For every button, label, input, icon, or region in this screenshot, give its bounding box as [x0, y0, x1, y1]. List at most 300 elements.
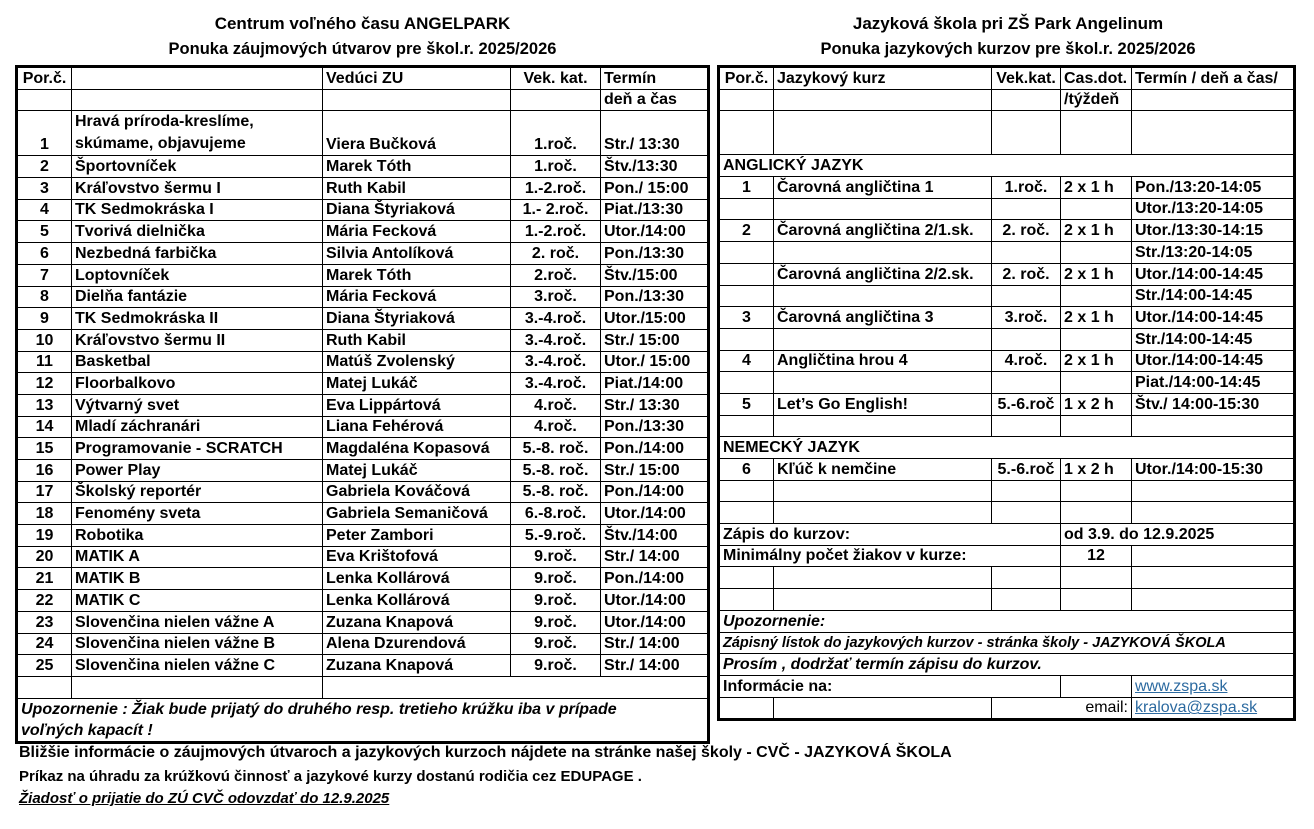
hours-per-week: 2 x 1 h	[1061, 177, 1132, 199]
activities-table	[15, 65, 710, 744]
table-row: 1 Hravá príroda-kreslíme, skúmame, objavujeme Viera Bučková 1.roč. Str./ 13:30	[17, 111, 709, 156]
course-name	[774, 285, 992, 307]
activity-name: Tvorivá dielnička	[72, 221, 323, 243]
course-name	[774, 198, 992, 220]
row-number: 25	[17, 655, 72, 677]
term: Str./13:20-14:05	[1132, 242, 1295, 264]
english-section-heading: ANGLICKÝ JAZYK	[719, 155, 1295, 177]
hours-per-week	[1061, 198, 1132, 220]
row-number: 3	[17, 178, 72, 200]
row-number: 16	[17, 460, 72, 482]
footer-info: Bližšie informácie o záujmových útvaroch a jazykových kurzoch nájdete na stránke našej školy - CVČ - JAZYKOVÁ ŠKOLA	[19, 744, 952, 761]
notice-line-1: Upozornenie : Žiak bude prijatý do druhého resp. tretieho krúžku iba v prípade	[21, 700, 617, 718]
notice-line: Zápisný lístok do jazykových kurzov - stránka školy - JAZYKOVÁ ŠKOLA	[719, 632, 1295, 654]
empty-row	[719, 480, 1295, 502]
leader-name: Mária Fecková	[323, 221, 511, 243]
term: Štv./ 14:00-15:30	[1132, 393, 1295, 415]
activity-name: MATIK A	[72, 546, 323, 568]
activity-name: Floorbalkovo	[72, 373, 323, 395]
activity-name: MATIK C	[72, 590, 323, 612]
leader-name: Matej Lukáč	[323, 460, 511, 482]
table-row	[719, 220, 1295, 242]
age-category: 9.roč.	[511, 590, 601, 612]
term: Utor./14:00-14:45	[1132, 350, 1295, 372]
empty-cell	[774, 502, 992, 524]
term: Pon./13:30	[601, 416, 709, 438]
activity-name: Slovenčina nielen vážne B	[72, 633, 323, 655]
row-number: 4	[719, 350, 774, 372]
age-category: 1.-2.roč.	[511, 178, 601, 200]
header-hours-week: /týždeň	[1061, 89, 1132, 111]
term: Pon./14:00	[601, 568, 709, 590]
empty-cell	[992, 589, 1061, 611]
row-number: 19	[17, 525, 72, 547]
activity-name: Basketbal	[72, 351, 323, 373]
info-row	[719, 675, 1295, 697]
empty-cell	[1061, 480, 1132, 502]
row-number: 6	[719, 459, 774, 481]
leader-name: Gabriela Semaničová	[323, 503, 511, 525]
row-number: 10	[17, 329, 72, 351]
row-number	[719, 328, 774, 350]
language-courses-table	[717, 65, 1296, 721]
german-section-heading: NEMECKÝ JAZYK	[719, 437, 1295, 459]
table-row	[17, 373, 709, 395]
min-row	[719, 545, 1295, 567]
header-term-day: deň a čas	[601, 89, 709, 111]
age-category: 4.roč.	[511, 416, 601, 438]
term: Str./14:00-14:45	[1132, 328, 1295, 350]
empty-cell	[992, 567, 1061, 589]
table-row	[17, 655, 709, 677]
table-row	[719, 459, 1295, 481]
age-category: 3.roč.	[992, 307, 1061, 329]
age-category: 3.-4.roč.	[511, 351, 601, 373]
table-row	[17, 351, 709, 373]
notice-line-2: voľných kapacít !	[21, 721, 153, 739]
course-name	[774, 242, 992, 264]
activity-name: Slovenčina nielen vážne A	[72, 611, 323, 633]
course-name: Čarovná angličtina 2/2.sk.	[774, 263, 992, 285]
row-number: 22	[17, 590, 72, 612]
empty-cell	[1061, 567, 1132, 589]
age-category	[992, 372, 1061, 394]
leader-name: Diana Štyriaková	[323, 308, 511, 330]
leader-name: Zuzana Knapová	[323, 655, 511, 677]
row-number: 7	[17, 264, 72, 286]
row-number: 15	[17, 438, 72, 460]
notice-row	[719, 610, 1295, 632]
table-row	[719, 307, 1295, 329]
term: Piat./14:00	[601, 373, 709, 395]
row-number	[719, 242, 774, 264]
empty-cell	[323, 676, 709, 698]
table-row	[719, 177, 1295, 199]
enroll-row	[719, 524, 1295, 546]
table-row	[17, 481, 709, 503]
course-name: Čarovná angličtina 1	[774, 177, 992, 199]
empty-cell	[1132, 480, 1295, 502]
activity-name: Kráľovstvo šermu II	[72, 329, 323, 351]
term: Utor./15:00	[601, 308, 709, 330]
leader-name: Lenka Kollárová	[323, 590, 511, 612]
row-number: 4	[17, 199, 72, 221]
activity-name: Loptovníček	[72, 264, 323, 286]
row-number: 5	[17, 221, 72, 243]
age-category: 3.-4.roč.	[511, 308, 601, 330]
table-row	[17, 156, 709, 178]
header-course: Jazykový kurz	[774, 67, 992, 90]
empty-row	[719, 567, 1295, 589]
email-label: email:	[992, 697, 1132, 720]
age-category: 2. roč.	[992, 220, 1061, 242]
table-row	[719, 285, 1295, 307]
notice-label: Upozornenie:	[719, 610, 1295, 632]
age-category: 9.roč.	[511, 655, 601, 677]
table-row	[17, 546, 709, 568]
leader-name: Peter Zambori	[323, 525, 511, 547]
leader-name: Marek Tóth	[323, 156, 511, 178]
empty-cell	[1132, 589, 1295, 611]
table-row	[719, 393, 1295, 415]
leader-name: Silvia Antolíková	[323, 243, 511, 265]
age-category: 5.-6.roč	[992, 459, 1061, 481]
course-name: Let’s Go English!	[774, 393, 992, 415]
activity-name: Robotika	[72, 525, 323, 547]
age-category: 9.roč.	[511, 546, 601, 568]
row-number: 14	[17, 416, 72, 438]
activity-name: Športovníček	[72, 156, 323, 178]
activity-name: Výtvarný svet	[72, 394, 323, 416]
footer-deadline: Žiadosť o prijatie do ZÚ CVČ odovzdať do 12.9.2025	[19, 790, 390, 807]
table-row	[17, 221, 709, 243]
term: Pon./14:00	[601, 481, 709, 503]
header-term: Termín / deň a čas/	[1132, 67, 1295, 90]
term: Štv./13:30	[601, 156, 709, 178]
table-row	[17, 438, 709, 460]
term: Utor./14:00	[601, 503, 709, 525]
german-section-row	[719, 437, 1295, 459]
table-row	[17, 611, 709, 633]
age-category: 1.- 2.roč.	[511, 199, 601, 221]
table-row	[17, 460, 709, 482]
term: Pon./13:20-14:05	[1132, 177, 1295, 199]
left-title: Centrum voľného času ANGELPARK	[214, 14, 511, 33]
age-category: 9.roč.	[511, 633, 601, 655]
row-number: 13	[17, 394, 72, 416]
term: Utor./14:00-14:45	[1132, 263, 1295, 285]
row-number: 3	[719, 307, 774, 329]
leader-name: Magdaléna Kopasová	[323, 438, 511, 460]
leader-name: Ruth Kabil	[323, 329, 511, 351]
email-link[interactable]	[1132, 697, 1295, 720]
age-category	[992, 285, 1061, 307]
table-row	[17, 394, 709, 416]
age-category: 1.-2.roč.	[511, 221, 601, 243]
leader-name: Matej Lukáč	[323, 373, 511, 395]
row-number: 2	[17, 156, 72, 178]
row-number: 9	[17, 308, 72, 330]
age-category	[992, 328, 1061, 350]
table-row	[17, 416, 709, 438]
left-subtitle: Ponuka záujmových útvarov pre škol.r. 2025/2026	[168, 40, 557, 58]
term: Pon./ 15:00	[601, 178, 709, 200]
empty-row	[17, 676, 709, 698]
age-category: 6.-8.roč.	[511, 503, 601, 525]
table-row	[17, 568, 709, 590]
table-row	[719, 372, 1295, 394]
table-row	[719, 242, 1295, 264]
leader-name: Liana Fehérová	[323, 416, 511, 438]
age-category: 3.roč.	[511, 286, 601, 308]
activity-name: Nezbedná farbička	[72, 243, 323, 265]
empty-row	[719, 502, 1295, 524]
row-number: 24	[17, 633, 72, 655]
term: Str./ 15:00	[601, 460, 709, 482]
row-number	[719, 198, 774, 220]
table-row	[17, 308, 709, 330]
header-age: Vek.kat.	[992, 67, 1061, 90]
age-category: 5.-9.roč.	[511, 525, 601, 547]
row-number: 18	[17, 503, 72, 525]
empty-cell	[72, 676, 323, 698]
hours-per-week	[1061, 372, 1132, 394]
table-row	[719, 328, 1295, 350]
header-num: Por.č.	[719, 67, 774, 90]
course-name: Angličtina hrou 4	[774, 350, 992, 372]
row-number	[719, 372, 774, 394]
age-category: 5.-8. roč.	[511, 481, 601, 503]
notice-text	[17, 698, 709, 742]
empty-cell	[1061, 589, 1132, 611]
hours-per-week: 1 x 2 h	[1061, 459, 1132, 481]
table-row	[17, 264, 709, 286]
leader-name: Alena Dzurendová	[323, 633, 511, 655]
hours-per-week	[1061, 285, 1132, 307]
row-number: 2	[719, 220, 774, 242]
row-number: 21	[17, 568, 72, 590]
row-number: 20	[17, 546, 72, 568]
empty-cell	[1061, 675, 1132, 697]
activity-name: Power Play	[72, 460, 323, 482]
age-category: 2. roč.	[992, 263, 1061, 285]
term: Utor./14:00	[601, 611, 709, 633]
empty-cell	[774, 589, 992, 611]
activity-name: Fenomény sveta	[72, 503, 323, 525]
activity-name: TK Sedmokráska I	[72, 199, 323, 221]
age-category: 1.roč.	[511, 156, 601, 178]
empty-cell	[992, 480, 1061, 502]
age-category	[992, 242, 1061, 264]
row-number: 23	[17, 611, 72, 633]
row-number: 6	[17, 243, 72, 265]
header-term: Termín	[601, 67, 709, 90]
age-category: 4.roč.	[992, 350, 1061, 372]
term: Str./ 15:00	[601, 329, 709, 351]
term: Štv./15:00	[601, 264, 709, 286]
row-number: 17	[17, 481, 72, 503]
term: Utor./14:00	[601, 221, 709, 243]
term: Utor./ 15:00	[601, 351, 709, 373]
table-row	[719, 350, 1295, 372]
leader-name: Viera Bučková	[323, 111, 511, 156]
table-row	[17, 178, 709, 200]
age-category	[992, 198, 1061, 220]
leader-name: Mária Fecková	[323, 286, 511, 308]
activity-name: Programovanie - SCRATCH	[72, 438, 323, 460]
website-link-text[interactable]: www.zspa.sk	[1135, 677, 1228, 695]
term: Štv./14:00	[601, 525, 709, 547]
course-name: Čarovná angličtina 3	[774, 307, 992, 329]
empty-cell	[1132, 567, 1295, 589]
course-name: Kľúč k nemčine	[774, 459, 992, 481]
age-category: 9.roč.	[511, 611, 601, 633]
term: Piat./13:30	[601, 199, 709, 221]
empty-cell	[17, 676, 72, 698]
activity-name: Mladí záchranári	[72, 416, 323, 438]
leader-name: Eva Krištofová	[323, 546, 511, 568]
empty-cell	[774, 415, 992, 437]
info-label: Informácie na:	[719, 675, 1061, 697]
header-num: Por.č.	[17, 67, 72, 90]
empty-cell	[992, 415, 1061, 437]
leader-name: Eva Lippártová	[323, 394, 511, 416]
empty-cell	[774, 567, 992, 589]
row-number: 11	[17, 351, 72, 373]
age-category: 5.-6.roč	[992, 393, 1061, 415]
notice-line: Prosím , dodržať termín zápisu do kurzov.	[719, 654, 1295, 676]
leader-name: Marek Tóth	[323, 264, 511, 286]
header-hours: Cas.dot.	[1061, 67, 1132, 90]
empty-cell	[719, 697, 774, 720]
note-row	[17, 698, 709, 742]
leader-name: Diana Štyriaková	[323, 199, 511, 221]
empty-cell	[719, 589, 774, 611]
course-name: Čarovná angličtina 2/1.sk.	[774, 220, 992, 242]
table-row	[17, 503, 709, 525]
row-number: 1	[719, 177, 774, 199]
term: Utor./14:00-14:45	[1132, 307, 1295, 329]
empty-row	[719, 589, 1295, 611]
activity-name: Dielňa fantázie	[72, 286, 323, 308]
header-age: Vek. kat.	[511, 67, 601, 90]
empty-row	[719, 415, 1295, 437]
table-row	[719, 198, 1295, 220]
activity-name: Hravá príroda-kreslíme, skúmame, objavujeme	[72, 111, 323, 156]
term: Str./ 13:30	[601, 394, 709, 416]
empty-cell	[1061, 415, 1132, 437]
activity-name: Kráľovstvo šermu I	[72, 178, 323, 200]
empty-cell	[719, 415, 774, 437]
hours-per-week	[1061, 328, 1132, 350]
leader-name: Lenka Kollárová	[323, 568, 511, 590]
hours-per-week: 2 x 1 h	[1061, 350, 1132, 372]
min-count-value: 12	[1061, 545, 1132, 567]
activity-name: MATIK B	[72, 568, 323, 590]
footer-payment: Príkaz na úhradu za krúžkovú činnosť a jazykové kurzy dostanú rodičia cez EDUPAGE .	[19, 768, 642, 785]
row-number: 12	[17, 373, 72, 395]
min-count-label: Minimálny počet žiakov v kurze:	[719, 545, 1061, 567]
row-number: 5	[719, 393, 774, 415]
activity-name: Školský reportér	[72, 481, 323, 503]
leader-name: Gabriela Kováčová	[323, 481, 511, 503]
age-category: 5.-8. roč.	[511, 438, 601, 460]
empty-cell	[1132, 415, 1295, 437]
leader-name: Matúš Zvolenský	[323, 351, 511, 373]
table-row	[17, 286, 709, 308]
empty-cell	[719, 502, 774, 524]
term: Str./ 14:00	[601, 633, 709, 655]
activity-name: Slovenčina nielen vážne C	[72, 655, 323, 677]
empty-cell	[774, 697, 992, 720]
age-category: 5.-8. roč.	[511, 460, 601, 482]
email-link-text[interactable]: kralova@zspa.sk	[1135, 699, 1258, 717]
table-row	[17, 329, 709, 351]
term: Utor./13:20-14:05	[1132, 198, 1295, 220]
right-title: Jazyková škola pri ZŠ Park Angelinum	[852, 14, 1164, 33]
term: Str./14:00-14:45	[1132, 285, 1295, 307]
term: Pon./14:00	[601, 438, 709, 460]
term: Pon./13:30	[601, 243, 709, 265]
notice-row	[719, 654, 1295, 676]
table-row	[17, 243, 709, 265]
row-number: 8	[17, 286, 72, 308]
empty-cell	[992, 502, 1061, 524]
website-link[interactable]	[1132, 675, 1295, 697]
age-category: 1.roč.	[992, 177, 1061, 199]
table-row	[17, 633, 709, 655]
row-number	[719, 285, 774, 307]
empty-cell	[1132, 545, 1295, 567]
notice-row	[719, 632, 1295, 654]
empty-cell	[1061, 502, 1132, 524]
table-row	[17, 199, 709, 221]
header-leader: Vedúci ZU	[323, 67, 511, 90]
age-category: 2.roč.	[511, 264, 601, 286]
empty-cell	[1132, 502, 1295, 524]
activity-name: TK Sedmokráska II	[72, 308, 323, 330]
table-row	[17, 525, 709, 547]
hours-per-week: 2 x 1 h	[1061, 263, 1132, 285]
table-row	[17, 590, 709, 612]
enroll-value: od 3.9. do 12.9.2025	[1061, 524, 1295, 546]
enroll-label: Zápis do kurzov:	[719, 524, 1061, 546]
term: Pon./13:30	[601, 286, 709, 308]
term: Utor./14:00-15:30	[1132, 459, 1295, 481]
term: Utor./13:30-14:15	[1132, 220, 1295, 242]
table-row	[719, 263, 1295, 285]
empty-cell	[774, 480, 992, 502]
term: Utor./14:00	[601, 590, 709, 612]
age-category: 2. roč.	[511, 243, 601, 265]
age-category: 3.-4.roč.	[511, 329, 601, 351]
term: Str./ 14:00	[601, 655, 709, 677]
right-subtitle: Ponuka jazykových kurzov pre škol.r. 2025/2026	[820, 40, 1196, 58]
age-category: 3.-4.roč.	[511, 373, 601, 395]
hours-per-week: 1 x 2 h	[1061, 393, 1132, 415]
empty-cell	[719, 567, 774, 589]
leader-name: Ruth Kabil	[323, 178, 511, 200]
term: Piat./14:00-14:45	[1132, 372, 1295, 394]
leader-name: Zuzana Knapová	[323, 611, 511, 633]
course-name	[774, 372, 992, 394]
hours-per-week	[1061, 242, 1132, 264]
course-name	[774, 328, 992, 350]
hours-per-week: 2 x 1 h	[1061, 307, 1132, 329]
email-row	[719, 697, 1295, 720]
age-category: 4.roč.	[511, 394, 601, 416]
empty-cell	[719, 480, 774, 502]
